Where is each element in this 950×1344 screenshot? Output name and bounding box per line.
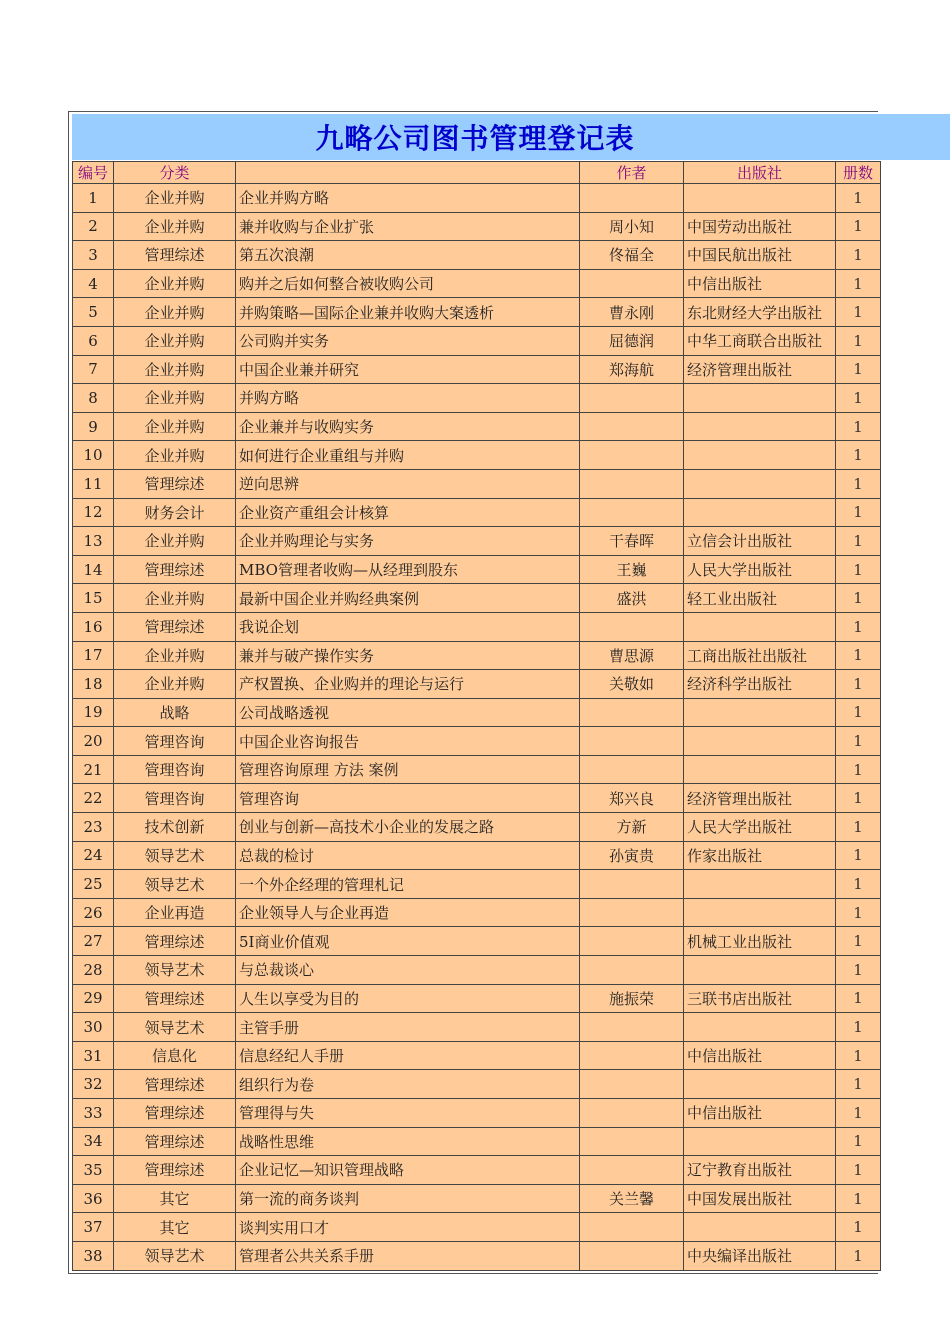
cell-publisher xyxy=(684,727,836,756)
cell-count: 1 xyxy=(836,498,881,527)
cell-name: 兼并收购与企业扩张 xyxy=(236,212,580,241)
table-row xyxy=(73,1013,881,1042)
cell-count: 1 xyxy=(836,670,881,699)
cell-category: 管理综述 xyxy=(114,612,236,641)
cell-author xyxy=(580,612,684,641)
cell-count: 1 xyxy=(836,755,881,784)
cell-count: 1 xyxy=(836,184,881,213)
cell-publisher xyxy=(684,956,836,985)
cell-author: 佟福全 xyxy=(580,241,684,270)
cell-name: 管理者公共关系手册 xyxy=(236,1241,580,1270)
cell-author: 王巍 xyxy=(580,555,684,584)
table-row xyxy=(73,212,881,241)
cell-category: 信息化 xyxy=(114,1041,236,1070)
table-row xyxy=(73,298,881,327)
cell-count: 1 xyxy=(836,412,881,441)
cell-name: 企业兼并与收购实务 xyxy=(236,412,580,441)
cell-publisher xyxy=(684,1013,836,1042)
cell-publisher xyxy=(684,1127,836,1156)
table-body xyxy=(73,184,881,1271)
table-row xyxy=(73,698,881,727)
cell-no: 23 xyxy=(73,813,114,842)
cell-category: 管理咨询 xyxy=(114,727,236,756)
cell-count: 1 xyxy=(836,898,881,927)
cell-count: 1 xyxy=(836,1127,881,1156)
cell-name: 一个外企经理的管理札记 xyxy=(236,870,580,899)
table-row xyxy=(73,612,881,641)
cell-category: 管理综述 xyxy=(114,1127,236,1156)
cell-no: 3 xyxy=(73,241,114,270)
cell-publisher: 人民大学出版社 xyxy=(684,813,836,842)
cell-author xyxy=(580,1213,684,1242)
cell-no: 21 xyxy=(73,755,114,784)
table-row xyxy=(73,184,881,213)
cell-count: 1 xyxy=(836,584,881,613)
cell-count: 1 xyxy=(836,384,881,413)
cell-author: 郑兴良 xyxy=(580,784,684,813)
cell-name: 管理得与失 xyxy=(236,1099,580,1128)
cell-publisher: 作家出版社 xyxy=(684,841,836,870)
cell-count: 1 xyxy=(836,1099,881,1128)
cell-name: MBO管理者收购—从经理到股东 xyxy=(236,555,580,584)
cell-no: 28 xyxy=(73,956,114,985)
cell-count: 1 xyxy=(836,1241,881,1270)
cell-no: 38 xyxy=(73,1241,114,1270)
cell-author xyxy=(580,1070,684,1099)
cell-count: 1 xyxy=(836,1013,881,1042)
cell-category: 管理综述 xyxy=(114,241,236,270)
cell-category: 领导艺术 xyxy=(114,1013,236,1042)
cell-author xyxy=(580,727,684,756)
cell-no: 6 xyxy=(73,326,114,355)
cell-publisher: 中国发展出版社 xyxy=(684,1184,836,1213)
cell-category: 财务会计 xyxy=(114,498,236,527)
cell-publisher: 中国民航出版社 xyxy=(684,241,836,270)
cell-category: 管理综述 xyxy=(114,1099,236,1128)
cell-count: 1 xyxy=(836,870,881,899)
cell-author: 郑海航 xyxy=(580,355,684,384)
cell-name: 5I商业价值观 xyxy=(236,927,580,956)
cell-name: 与总裁谈心 xyxy=(236,956,580,985)
table-row xyxy=(73,984,881,1013)
cell-count: 1 xyxy=(836,527,881,556)
cell-no: 19 xyxy=(73,698,114,727)
cell-category: 其它 xyxy=(114,1184,236,1213)
table-row xyxy=(73,1070,881,1099)
cell-count: 1 xyxy=(836,612,881,641)
cell-category: 企业并购 xyxy=(114,269,236,298)
cell-author: 关敬如 xyxy=(580,670,684,699)
cell-no: 36 xyxy=(73,1184,114,1213)
cell-no: 24 xyxy=(73,841,114,870)
cell-count: 1 xyxy=(836,813,881,842)
cell-author: 施振荣 xyxy=(580,984,684,1013)
cell-author xyxy=(580,1156,684,1185)
cell-publisher: 东北财经大学出版社 xyxy=(684,298,836,327)
cell-publisher xyxy=(684,755,836,784)
table-row xyxy=(73,555,881,584)
cell-name: 中国企业兼并研究 xyxy=(236,355,580,384)
cell-author: 关兰馨 xyxy=(580,1184,684,1213)
cell-publisher: 人民大学出版社 xyxy=(684,555,836,584)
cell-no: 31 xyxy=(73,1041,114,1070)
cell-author xyxy=(580,927,684,956)
cell-no: 8 xyxy=(73,384,114,413)
header-author: 作者 xyxy=(580,162,684,184)
cell-no: 34 xyxy=(73,1127,114,1156)
cell-count: 1 xyxy=(836,1213,881,1242)
cell-author xyxy=(580,384,684,413)
table-row xyxy=(73,241,881,270)
cell-publisher: 经济管理出版社 xyxy=(684,355,836,384)
cell-category: 管理咨询 xyxy=(114,755,236,784)
cell-publisher: 辽宁教育出版社 xyxy=(684,1156,836,1185)
header-no: 编号 xyxy=(73,162,114,184)
cell-no: 13 xyxy=(73,527,114,556)
table-row xyxy=(73,355,881,384)
table-row xyxy=(73,1241,881,1270)
cell-category: 企业再造 xyxy=(114,898,236,927)
cell-author xyxy=(580,1241,684,1270)
cell-no: 37 xyxy=(73,1213,114,1242)
cell-author xyxy=(580,469,684,498)
cell-no: 11 xyxy=(73,469,114,498)
cell-publisher: 立信会计出版社 xyxy=(684,527,836,556)
cell-category: 领导艺术 xyxy=(114,1241,236,1270)
cell-name: 第五次浪潮 xyxy=(236,241,580,270)
cell-count: 1 xyxy=(836,784,881,813)
cell-no: 22 xyxy=(73,784,114,813)
cell-count: 1 xyxy=(836,269,881,298)
cell-category: 企业并购 xyxy=(114,441,236,470)
cell-no: 32 xyxy=(73,1070,114,1099)
cell-count: 1 xyxy=(836,241,881,270)
table-row xyxy=(73,1156,881,1185)
cell-name: 谈判实用口才 xyxy=(236,1213,580,1242)
cell-category: 企业并购 xyxy=(114,326,236,355)
cell-name: 并购策略—国际企业兼并收购大案透析 xyxy=(236,298,580,327)
cell-publisher xyxy=(684,870,836,899)
cell-category: 战略 xyxy=(114,698,236,727)
table-row xyxy=(73,412,881,441)
cell-publisher xyxy=(684,898,836,927)
cell-no: 2 xyxy=(73,212,114,241)
header-name xyxy=(236,162,580,184)
cell-no: 25 xyxy=(73,870,114,899)
cell-publisher: 中信出版社 xyxy=(684,1099,836,1128)
cell-category: 企业并购 xyxy=(114,641,236,670)
cell-category: 管理咨询 xyxy=(114,784,236,813)
cell-category: 企业并购 xyxy=(114,412,236,441)
cell-count: 1 xyxy=(836,298,881,327)
cell-count: 1 xyxy=(836,1184,881,1213)
cell-author xyxy=(580,870,684,899)
cell-no: 10 xyxy=(73,441,114,470)
cell-author: 周小知 xyxy=(580,212,684,241)
cell-count: 1 xyxy=(836,698,881,727)
cell-publisher: 工商出版社出版社 xyxy=(684,641,836,670)
cell-category: 其它 xyxy=(114,1213,236,1242)
cell-no: 5 xyxy=(73,298,114,327)
table-row xyxy=(73,1099,881,1128)
cell-publisher: 三联书店出版社 xyxy=(684,984,836,1013)
table-row xyxy=(73,441,881,470)
cell-author xyxy=(580,1127,684,1156)
table-row xyxy=(73,927,881,956)
cell-count: 1 xyxy=(836,326,881,355)
cell-author xyxy=(580,498,684,527)
table-row xyxy=(73,584,881,613)
cell-author: 孙寅贵 xyxy=(580,841,684,870)
cell-name: 人生以享受为目的 xyxy=(236,984,580,1013)
cell-category: 企业并购 xyxy=(114,355,236,384)
cell-count: 1 xyxy=(836,841,881,870)
cell-publisher xyxy=(684,612,836,641)
cell-author: 屈德润 xyxy=(580,326,684,355)
cell-no: 15 xyxy=(73,584,114,613)
cell-author xyxy=(580,1013,684,1042)
header-category: 分类 xyxy=(114,162,236,184)
table-row xyxy=(73,1127,881,1156)
cell-publisher xyxy=(684,412,836,441)
cell-category: 技术创新 xyxy=(114,813,236,842)
table-row xyxy=(73,956,881,985)
table-row xyxy=(73,326,881,355)
cell-count: 1 xyxy=(836,441,881,470)
cell-author xyxy=(580,1041,684,1070)
table-row xyxy=(73,1184,881,1213)
table-row xyxy=(73,498,881,527)
table-row xyxy=(73,670,881,699)
cell-name: 并购方略 xyxy=(236,384,580,413)
cell-name: 产权置换、企业购并的理论与运行 xyxy=(236,670,580,699)
table-row xyxy=(73,784,881,813)
cell-name: 企业记忆—知识管理战略 xyxy=(236,1156,580,1185)
table-row xyxy=(73,641,881,670)
table-row xyxy=(73,269,881,298)
cell-category: 管理综述 xyxy=(114,1070,236,1099)
cell-publisher: 经济科学出版社 xyxy=(684,670,836,699)
cell-name: 第一流的商务谈判 xyxy=(236,1184,580,1213)
cell-category: 企业并购 xyxy=(114,298,236,327)
cell-category: 企业并购 xyxy=(114,670,236,699)
cell-name: 战略性思维 xyxy=(236,1127,580,1156)
cell-count: 1 xyxy=(836,1041,881,1070)
cell-no: 30 xyxy=(73,1013,114,1042)
cell-publisher: 中信出版社 xyxy=(684,269,836,298)
cell-category: 管理综述 xyxy=(114,927,236,956)
table-row xyxy=(73,1213,881,1242)
cell-category: 管理综述 xyxy=(114,555,236,584)
cell-publisher: 轻工业出版社 xyxy=(684,584,836,613)
cell-author xyxy=(580,269,684,298)
cell-name: 企业资产重组会计核算 xyxy=(236,498,580,527)
cell-no: 35 xyxy=(73,1156,114,1185)
cell-count: 1 xyxy=(836,355,881,384)
cell-publisher xyxy=(684,698,836,727)
cell-publisher xyxy=(684,184,836,213)
cell-publisher xyxy=(684,441,836,470)
header-count: 册数 xyxy=(836,162,881,184)
cell-count: 1 xyxy=(836,956,881,985)
cell-author: 方新 xyxy=(580,813,684,842)
cell-publisher: 机械工业出版社 xyxy=(684,927,836,956)
cell-category: 企业并购 xyxy=(114,584,236,613)
cell-name: 购并之后如何整合被收购公司 xyxy=(236,269,580,298)
table-row xyxy=(73,813,881,842)
cell-count: 1 xyxy=(836,641,881,670)
cell-count: 1 xyxy=(836,1070,881,1099)
cell-no: 17 xyxy=(73,641,114,670)
cell-name: 我说企划 xyxy=(236,612,580,641)
cell-name: 中国企业咨询报告 xyxy=(236,727,580,756)
cell-publisher: 经济管理出版社 xyxy=(684,784,836,813)
cell-no: 29 xyxy=(73,984,114,1013)
book-register-table xyxy=(72,161,881,1271)
table-row xyxy=(73,527,881,556)
cell-name: 公司战略透视 xyxy=(236,698,580,727)
cell-no: 27 xyxy=(73,927,114,956)
cell-category: 领导艺术 xyxy=(114,841,236,870)
cell-name: 企业领导人与企业再造 xyxy=(236,898,580,927)
cell-author xyxy=(580,184,684,213)
table-row xyxy=(73,870,881,899)
cell-name: 最新中国企业并购经典案例 xyxy=(236,584,580,613)
cell-author xyxy=(580,898,684,927)
cell-author xyxy=(580,698,684,727)
cell-name: 主管手册 xyxy=(236,1013,580,1042)
cell-no: 1 xyxy=(73,184,114,213)
cell-no: 9 xyxy=(73,412,114,441)
cell-no: 7 xyxy=(73,355,114,384)
cell-category: 领导艺术 xyxy=(114,870,236,899)
table-row xyxy=(73,898,881,927)
cell-author: 干春晖 xyxy=(580,527,684,556)
cell-author xyxy=(580,755,684,784)
header-row xyxy=(73,162,881,184)
cell-publisher: 中信出版社 xyxy=(684,1041,836,1070)
cell-category: 管理综述 xyxy=(114,469,236,498)
cell-category: 企业并购 xyxy=(114,212,236,241)
cell-name: 总裁的检讨 xyxy=(236,841,580,870)
cell-name: 管理咨询 xyxy=(236,784,580,813)
table-row xyxy=(73,727,881,756)
cell-no: 26 xyxy=(73,898,114,927)
cell-no: 12 xyxy=(73,498,114,527)
cell-name: 组织行为卷 xyxy=(236,1070,580,1099)
cell-count: 1 xyxy=(836,212,881,241)
cell-count: 1 xyxy=(836,469,881,498)
cell-publisher xyxy=(684,498,836,527)
cell-name: 管理咨询原理 方法 案例 xyxy=(236,755,580,784)
cell-name: 逆向思辨 xyxy=(236,469,580,498)
cell-publisher: 中华工商联合出版社 xyxy=(684,326,836,355)
cell-no: 16 xyxy=(73,612,114,641)
cell-no: 20 xyxy=(73,727,114,756)
cell-author xyxy=(580,441,684,470)
cell-author: 曹思源 xyxy=(580,641,684,670)
table-row xyxy=(73,841,881,870)
cell-no: 4 xyxy=(73,269,114,298)
cell-category: 管理综述 xyxy=(114,984,236,1013)
cell-category: 领导艺术 xyxy=(114,956,236,985)
page-title: 九略公司图书管理登记表 xyxy=(315,122,635,155)
cell-category: 企业并购 xyxy=(114,384,236,413)
cell-category: 企业并购 xyxy=(114,184,236,213)
cell-author: 曹永刚 xyxy=(580,298,684,327)
header-publisher: 出版社 xyxy=(684,162,836,184)
cell-category: 管理综述 xyxy=(114,1156,236,1185)
cell-no: 33 xyxy=(73,1099,114,1128)
cell-publisher xyxy=(684,1213,836,1242)
cell-name: 企业并购理论与实务 xyxy=(236,527,580,556)
cell-author xyxy=(580,956,684,985)
cell-publisher xyxy=(684,469,836,498)
table-row xyxy=(73,1041,881,1070)
cell-publisher: 中国劳动出版社 xyxy=(684,212,836,241)
cell-count: 1 xyxy=(836,984,881,1013)
cell-author: 盛洪 xyxy=(580,584,684,613)
cell-name: 如何进行企业重组与并购 xyxy=(236,441,580,470)
cell-name: 兼并与破产操作实务 xyxy=(236,641,580,670)
table-row xyxy=(73,755,881,784)
cell-no: 14 xyxy=(73,555,114,584)
cell-name: 信息经纪人手册 xyxy=(236,1041,580,1070)
cell-author xyxy=(580,1099,684,1128)
cell-publisher xyxy=(684,1070,836,1099)
cell-name: 企业并购方略 xyxy=(236,184,580,213)
cell-publisher: 中央编译出版社 xyxy=(684,1241,836,1270)
cell-publisher xyxy=(684,384,836,413)
cell-count: 1 xyxy=(836,555,881,584)
table-row xyxy=(73,469,881,498)
cell-author xyxy=(580,412,684,441)
cell-count: 1 xyxy=(836,727,881,756)
cell-count: 1 xyxy=(836,927,881,956)
cell-name: 公司购并实务 xyxy=(236,326,580,355)
table-row xyxy=(73,384,881,413)
cell-name: 创业与创新—高技术小企业的发展之路 xyxy=(236,813,580,842)
cell-category: 企业并购 xyxy=(114,527,236,556)
cell-count: 1 xyxy=(836,1156,881,1185)
cell-no: 18 xyxy=(73,670,114,699)
